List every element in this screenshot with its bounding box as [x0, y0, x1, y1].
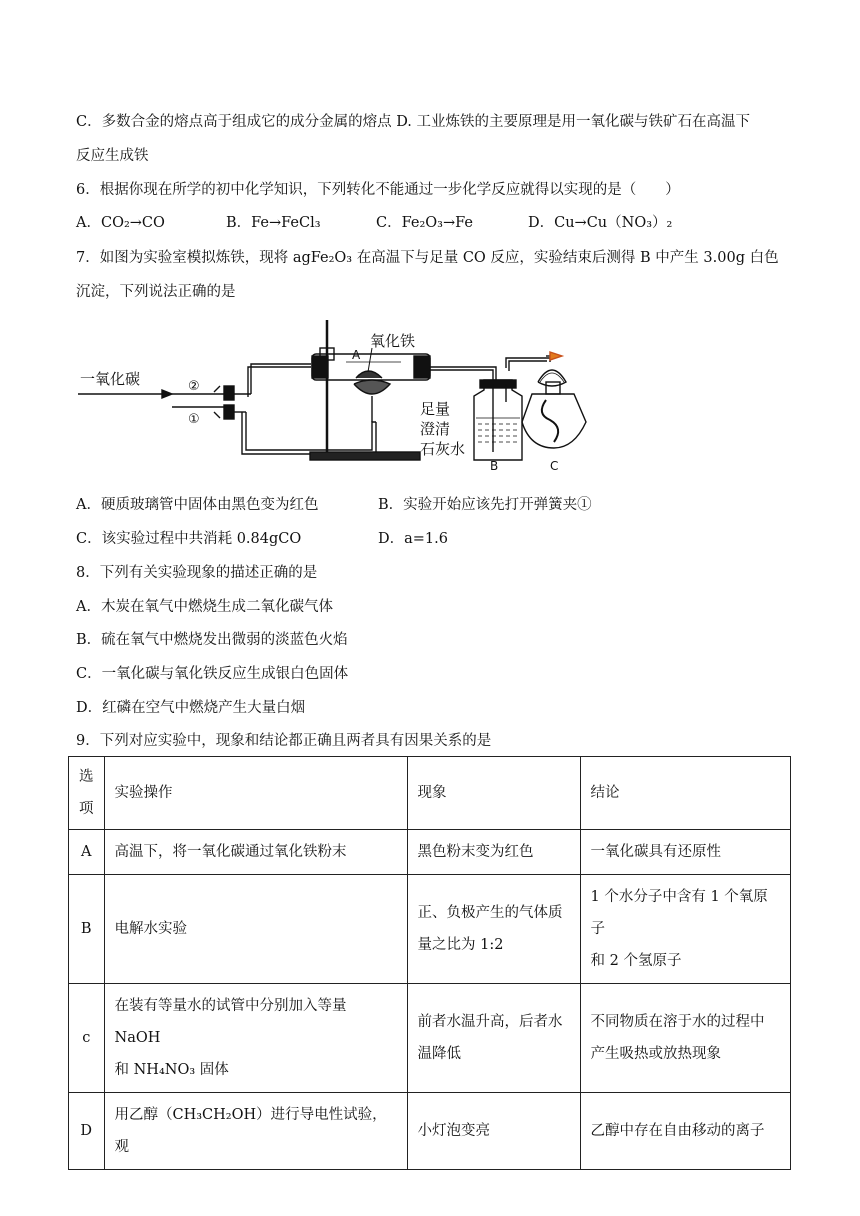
- limewater-liquid: [476, 418, 520, 442]
- q7-stem-line1: 7．如图为实验室模拟炼铁，现将 agFe₂O₃ 在高温下与足量 CO 反应，实验结束后测得 B 中产生 3.00g 白色: [76, 250, 779, 266]
- row-b-operation: 电解水实验: [104, 875, 407, 984]
- row-c-phenomenon: 前者水温升高，后者水 温降低: [407, 984, 580, 1093]
- lamp-c-flame-outline: [538, 370, 566, 386]
- apparatus-drawing: [76, 312, 636, 472]
- co-label: 一氧化碳: [80, 370, 141, 388]
- q8-option-b: B．硫在氧气中燃烧发出微弱的淡蓝色火焰: [76, 632, 348, 648]
- row-d-phenomenon: 小灯泡变亮: [407, 1093, 580, 1170]
- tube-a-label: A: [352, 348, 361, 362]
- row-b-option: B: [69, 875, 105, 984]
- limewater-label-line3: 石灰水: [420, 440, 466, 458]
- co-inlet-arrowhead: [162, 390, 172, 398]
- lamp-c-label: C: [550, 459, 559, 472]
- header-operation: 实验操作: [104, 757, 407, 830]
- burning-co-flame: [550, 352, 562, 360]
- iron-smelting-apparatus-diagram: [76, 312, 636, 472]
- q5-continuation-line: 反应生成铁: [76, 148, 149, 164]
- row-a-conclusion: 一氧化碳具有还原性: [580, 830, 791, 875]
- q9-experiment-table: [68, 756, 791, 1170]
- q5-option-c-d-line: C．多数合金的熔点高于组成它的成分金属的熔点 D. 工业炼铁的主要原理是用一氧化碳与铁矿石在高温下: [76, 114, 751, 130]
- clamp-2: [224, 386, 234, 400]
- row-a-phenomenon: 黑色粉末变为红色: [407, 830, 580, 875]
- clamp-2-label: ②: [188, 379, 200, 394]
- q7-option-c: C．该实验过程中共消耗 0.84gCO: [76, 531, 302, 547]
- q8-option-d: D．红磷在空气中燃烧产生大量白烟: [76, 700, 306, 716]
- q7-stem-line2: 沉淀，下列说法正确的是: [76, 284, 236, 300]
- q8-option-c: C．一氧化碳与氧化铁反应生成银白色固体: [76, 666, 349, 682]
- spirit-lamp-flame: [354, 380, 390, 394]
- iron-oxide-label: 氧化铁: [370, 332, 416, 350]
- iron-oxide-powder: [356, 371, 382, 378]
- row-c-option: c: [69, 984, 105, 1093]
- q6-option-a: A．CO₂→CO: [76, 215, 165, 231]
- clamp-1: [224, 405, 234, 419]
- q6-option-b: B．Fe→FeCl₃: [226, 215, 321, 231]
- bottle-b: [474, 380, 522, 460]
- row-b-conclusion: 1 个水分子中含有 1 个氧原子 和 2 个氢原子: [580, 875, 791, 984]
- row-a-option: A: [69, 830, 105, 875]
- header-conclusion: 结论: [580, 757, 791, 830]
- q7-options-row1: [76, 495, 776, 515]
- q6-options: [76, 213, 776, 233]
- row-c-conclusion: 不同物质在溶于水的过程中 产生吸热或放热现象: [580, 984, 791, 1093]
- q7-option-b: B．实验开始应该先打开弹簧夹①: [378, 497, 592, 513]
- table-row: [69, 830, 791, 875]
- row-d-operation: 用乙醇（CH₃CH₂OH）进行导电性试验，观: [104, 1093, 407, 1170]
- q9-stem: 9．下列对应实验中，现象和结论都正确且两者具有因果关系的是: [76, 733, 492, 749]
- header-phenomenon: 现象: [407, 757, 580, 830]
- q7-option-d: D．a=1.6: [378, 531, 448, 547]
- limewater-label-line1: 足量: [420, 400, 451, 418]
- row-c-operation: 在装有等量水的试管中分别加入等量 NaOH 和 NH₄NO₃ 固体: [104, 984, 407, 1093]
- q8-option-a: A．木炭在氧气中燃烧生成二氧化碳气体: [76, 599, 333, 615]
- table-row: [69, 1093, 791, 1170]
- row-a-operation: 高温下，将一氧化碳通过氧化铁粉末: [104, 830, 407, 875]
- row-d-option: D: [69, 1093, 105, 1170]
- iron-stand-base: [310, 452, 420, 460]
- q6-stem: 6．根据你现在所学的初中化学知识，下列转化不能通过一步化学反应就得以实现的是（ ）: [76, 182, 680, 198]
- limewater-label-line2: 澄清: [420, 420, 451, 438]
- lamp-c: [522, 394, 586, 448]
- row-b-phenomenon: 正、负极产生的气体质 量之比为 1:2: [407, 875, 580, 984]
- q7-options-row2: [76, 529, 776, 549]
- q6-option-c: C．Fe₂O₃→Fe: [376, 215, 473, 231]
- q7-option-a: A．硬质玻璃管中固体由黑色变为红色: [76, 497, 319, 513]
- q8-stem: 8．下列有关实验现象的描述正确的是: [76, 565, 318, 581]
- clamp-1-label: ①: [188, 412, 200, 427]
- row-d-conclusion: 乙醇中存在自由移动的离子: [580, 1093, 791, 1170]
- table-row: [69, 875, 791, 984]
- header-option: 选 项: [69, 757, 105, 830]
- bottle-b-label: B: [490, 459, 499, 472]
- table-row: [69, 984, 791, 1093]
- table-header-row: [69, 757, 791, 830]
- q6-option-d: D．Cu→Cu（NO₃）₂: [528, 215, 673, 231]
